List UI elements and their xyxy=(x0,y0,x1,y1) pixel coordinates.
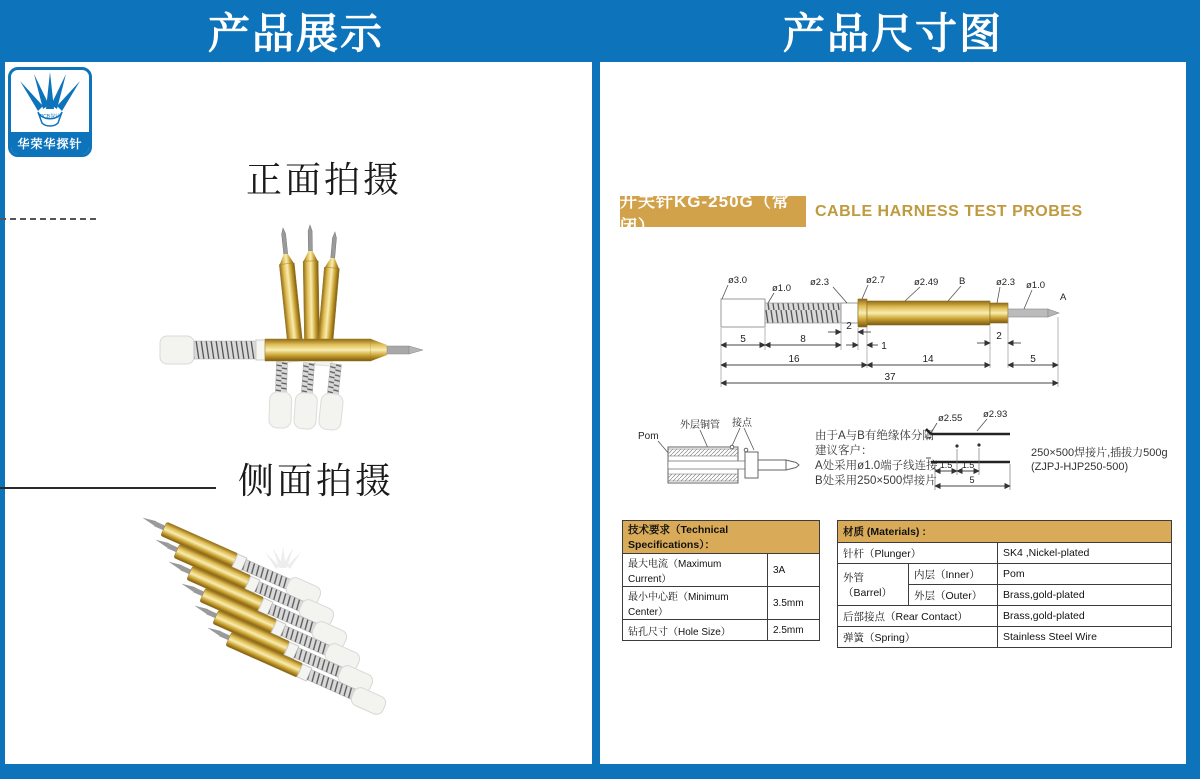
socket-drawing xyxy=(925,402,1035,502)
drawing-barrel xyxy=(867,301,990,325)
crown-icon xyxy=(11,71,89,131)
spec-table xyxy=(622,520,820,641)
socket-note-line-1: 250×500焊接片,插拔力500g xyxy=(1031,447,1168,459)
dia-label-cap: ø3.0 xyxy=(728,275,748,286)
socket-dim-1: 1.5 xyxy=(939,460,953,470)
watermark-crown xyxy=(265,546,301,569)
dim-left-16: 16 xyxy=(788,354,800,365)
material-value: Pom xyxy=(998,564,1172,585)
left-header-title: 产品展示 xyxy=(207,10,384,57)
spec-label: 最小中心距（Minimum Center） xyxy=(623,587,768,620)
materials-table-header: 材质 (Materials) : xyxy=(838,521,1172,543)
section-label-copper: 外层铜管 xyxy=(680,420,720,431)
frame-left xyxy=(0,0,5,779)
table-row xyxy=(623,554,820,587)
spring-cap xyxy=(269,362,293,429)
side-label-rule xyxy=(0,487,216,489)
section-drawing xyxy=(628,406,818,510)
material-label: 弹簧（Spring） xyxy=(838,627,998,648)
dia-label-flange: ø2.7 xyxy=(866,275,886,286)
spec-value: 3.5mm xyxy=(768,587,820,620)
drawing-rod xyxy=(1008,309,1048,317)
material-value: Brass,gold-plated xyxy=(998,606,1172,627)
dim-flange-2: 2 xyxy=(846,321,852,332)
socket-dim-2: 1.5 xyxy=(961,460,975,470)
table-row xyxy=(623,587,820,620)
material-label: 后部接点（Rear Contact） xyxy=(838,606,998,627)
dim-barrel-14: 14 xyxy=(922,354,934,365)
material-value: SK4 ,Nickel-plated xyxy=(998,543,1172,564)
material-label: 外管（Barrel） xyxy=(838,564,909,606)
dia-label-sleeve: ø2.3 xyxy=(810,277,830,288)
drawing-sleeve xyxy=(841,303,858,323)
spec-value: 2.5mm xyxy=(768,620,820,641)
spec-value: 3A xyxy=(768,554,820,587)
dia-label-barrel: ø2.49 xyxy=(914,277,939,288)
product-title-chip xyxy=(620,191,806,236)
brand-logo xyxy=(8,67,92,157)
front-photo-label: 正面拍摄 xyxy=(246,159,403,200)
frame-bottom xyxy=(0,764,1200,779)
side-photo-label: 侧面拍摄 xyxy=(238,460,395,501)
left-dashed-line xyxy=(0,218,96,220)
dimension-drawing xyxy=(700,270,1090,398)
left-panel-header xyxy=(0,0,592,62)
dim-rear-2: 2 xyxy=(996,331,1002,342)
dia-label-rear: ø2.3 xyxy=(996,277,1016,288)
material-sublabel: 外层（Outer） xyxy=(909,585,998,606)
right-header-title: 产品尺寸图 xyxy=(782,10,1003,57)
right-panel-header xyxy=(600,0,1186,62)
note-line-1: 由于A与B有绝缘体分隔 xyxy=(815,430,934,442)
drawing-rear xyxy=(990,303,1008,323)
frame-right xyxy=(1186,0,1200,779)
dim-gap-1: 1 xyxy=(881,341,887,352)
socket-note-line-2: (ZJPJ-HJP250-500) xyxy=(1031,461,1129,473)
socket-dia-outer: ø2.93 xyxy=(983,409,1008,420)
logo-brand-band xyxy=(11,132,89,155)
dia-label-tip: ø1.0 xyxy=(1026,280,1046,291)
front-product-photo xyxy=(135,200,465,450)
material-value: Stainless Steel Wire xyxy=(998,627,1172,648)
section-label-pom: Pom xyxy=(638,431,659,442)
table-row xyxy=(838,606,1172,627)
spec-label: 最大电流（Maximum Current） xyxy=(623,554,768,587)
dia-label-spring: ø1.0 xyxy=(772,283,792,294)
horizontal-probe xyxy=(160,336,423,364)
drawing-spring xyxy=(765,303,841,323)
point-label-b: B xyxy=(959,276,966,287)
dim-spring-8: 8 xyxy=(800,334,806,345)
socket-dia-inner: ø2.55 xyxy=(938,413,963,424)
note-line-4: B处采用250×500焊接片 xyxy=(815,475,937,487)
table-row xyxy=(838,564,1172,585)
section-label-contact: 接点 xyxy=(732,418,752,429)
spring-cap xyxy=(318,363,347,431)
table-row xyxy=(838,627,1172,648)
note-line-3: A处采用ø1.0端子线连接 xyxy=(815,460,938,472)
table-row xyxy=(623,620,820,641)
side-product-photo xyxy=(128,508,438,723)
note-line-2: 建议客户： xyxy=(815,445,873,457)
spec-label: 钻孔尺寸（Hole Size） xyxy=(623,620,768,641)
table-row xyxy=(838,543,1172,564)
material-label: 针杆（Plunger） xyxy=(838,543,998,564)
drawing-tip xyxy=(1048,309,1059,317)
material-value: Brass,gold-plated xyxy=(998,585,1172,606)
socket-note xyxy=(1031,446,1181,474)
spring-cap xyxy=(293,362,320,429)
drawing-flange xyxy=(858,299,867,327)
dim-tip-5: 5 xyxy=(1030,354,1036,365)
drawing-cap xyxy=(721,299,765,327)
panel-divider xyxy=(592,0,600,765)
spec-table-header: 技术要求（Technical Specifications）： xyxy=(623,521,820,554)
side-probes xyxy=(138,510,388,716)
material-sublabel: 内层（Inner） xyxy=(909,564,998,585)
point-label-a: A xyxy=(1060,292,1067,303)
logo-tagline: PCB探针 xyxy=(39,114,61,120)
dim-total-37: 37 xyxy=(884,372,896,383)
dim-cap-5: 5 xyxy=(740,334,746,345)
socket-dim-total: 5 xyxy=(969,475,975,485)
materials-table xyxy=(837,520,1172,648)
logo-brand-text: 华荣华探针 xyxy=(17,137,83,151)
product-subtitle: CABLE HARNESS TEST PROBES xyxy=(815,203,1083,220)
product-title: 开关针KG-250G（常闭） xyxy=(620,191,790,236)
